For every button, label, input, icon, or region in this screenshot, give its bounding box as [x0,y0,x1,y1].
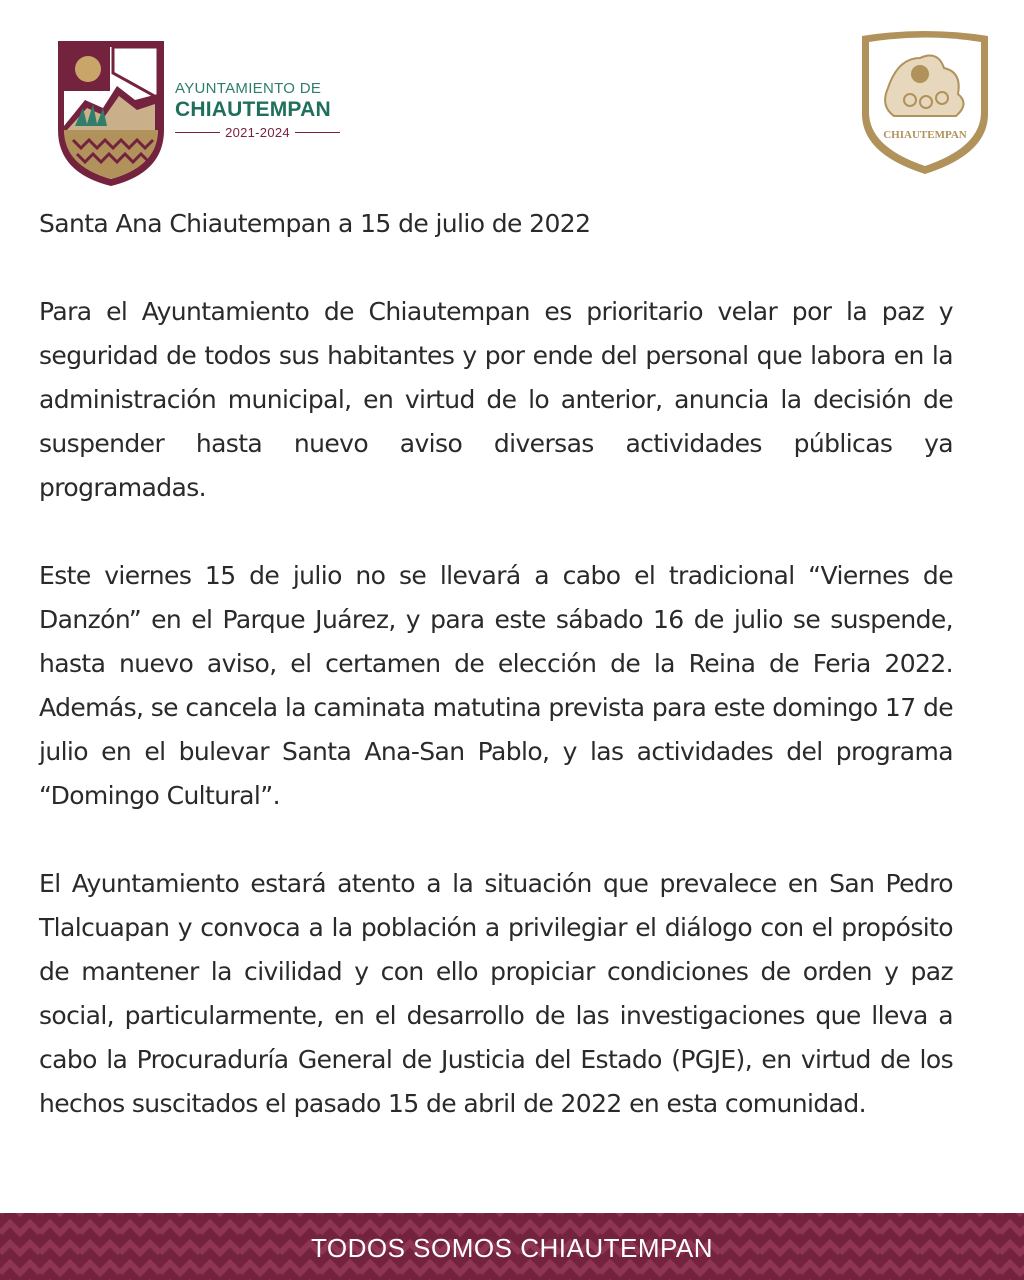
date-line: Santa Ana Chiautempan a 15 de julio de 2022 [39,209,591,238]
logo-line-2: CHIAUTEMPAN [175,98,331,121]
paragraph-1: Para el Ayuntamiento de Chiautempan es prioritario velar por la paz y seguridad de todos sus habitantes y por ende del personal que labora en la administración municipal, en virtud de lo anterior, anuncia la decisión de suspender hasta nuevo aviso diversas actividades públicas ya programadas. [39,297,953,502]
municipal-shield-logo [55,38,167,188]
logo-wordmark [175,80,350,140]
header [0,0,1024,200]
logo-line-1: AYUNTAMIENTO DE [175,80,322,97]
logo-years-row [175,125,340,140]
paragraph-3: El Ayuntamiento estará atento a la situación que prevalece en San Pedro Tlalcuapan y convoca a la población a privilegiar el diálogo con el propósito de mantener la civilidad y con ello propiciar condiciones de orden y paz social, particularmente, en el desarrollo de las investigaciones que lleva a cabo la Procuraduría General de Justicia del Estado (PGJE), en virtud de los hechos suscitados el pasado 15 de abril de 2022 en esta comunidad. [39,869,953,1118]
document-body [39,202,953,1170]
footer-banner [0,1213,1024,1280]
crest-label: CHIAUTEMPAN [883,129,967,141]
logo-years: 2021-2024 [225,125,290,140]
paragraph-2: Este viernes 15 de julio no se llevará a cabo el tradicional “Viernes de Danzón” en el Parque Juárez, y para este sábado 16 de julio se suspende, hasta nuevo aviso, el certamen de elección de la Reina de Feria 2022. Además, se cancela la caminata matutina prevista para este domingo 17 de julio en el bulevar Santa Ana-San Pablo, y las actividades del programa “Domingo Cultural”. [39,561,953,810]
footer-slogan: TODOS SOMOS CHIAUTEMPAN [310,1233,714,1263]
chiautempan-crest-logo [858,28,992,176]
